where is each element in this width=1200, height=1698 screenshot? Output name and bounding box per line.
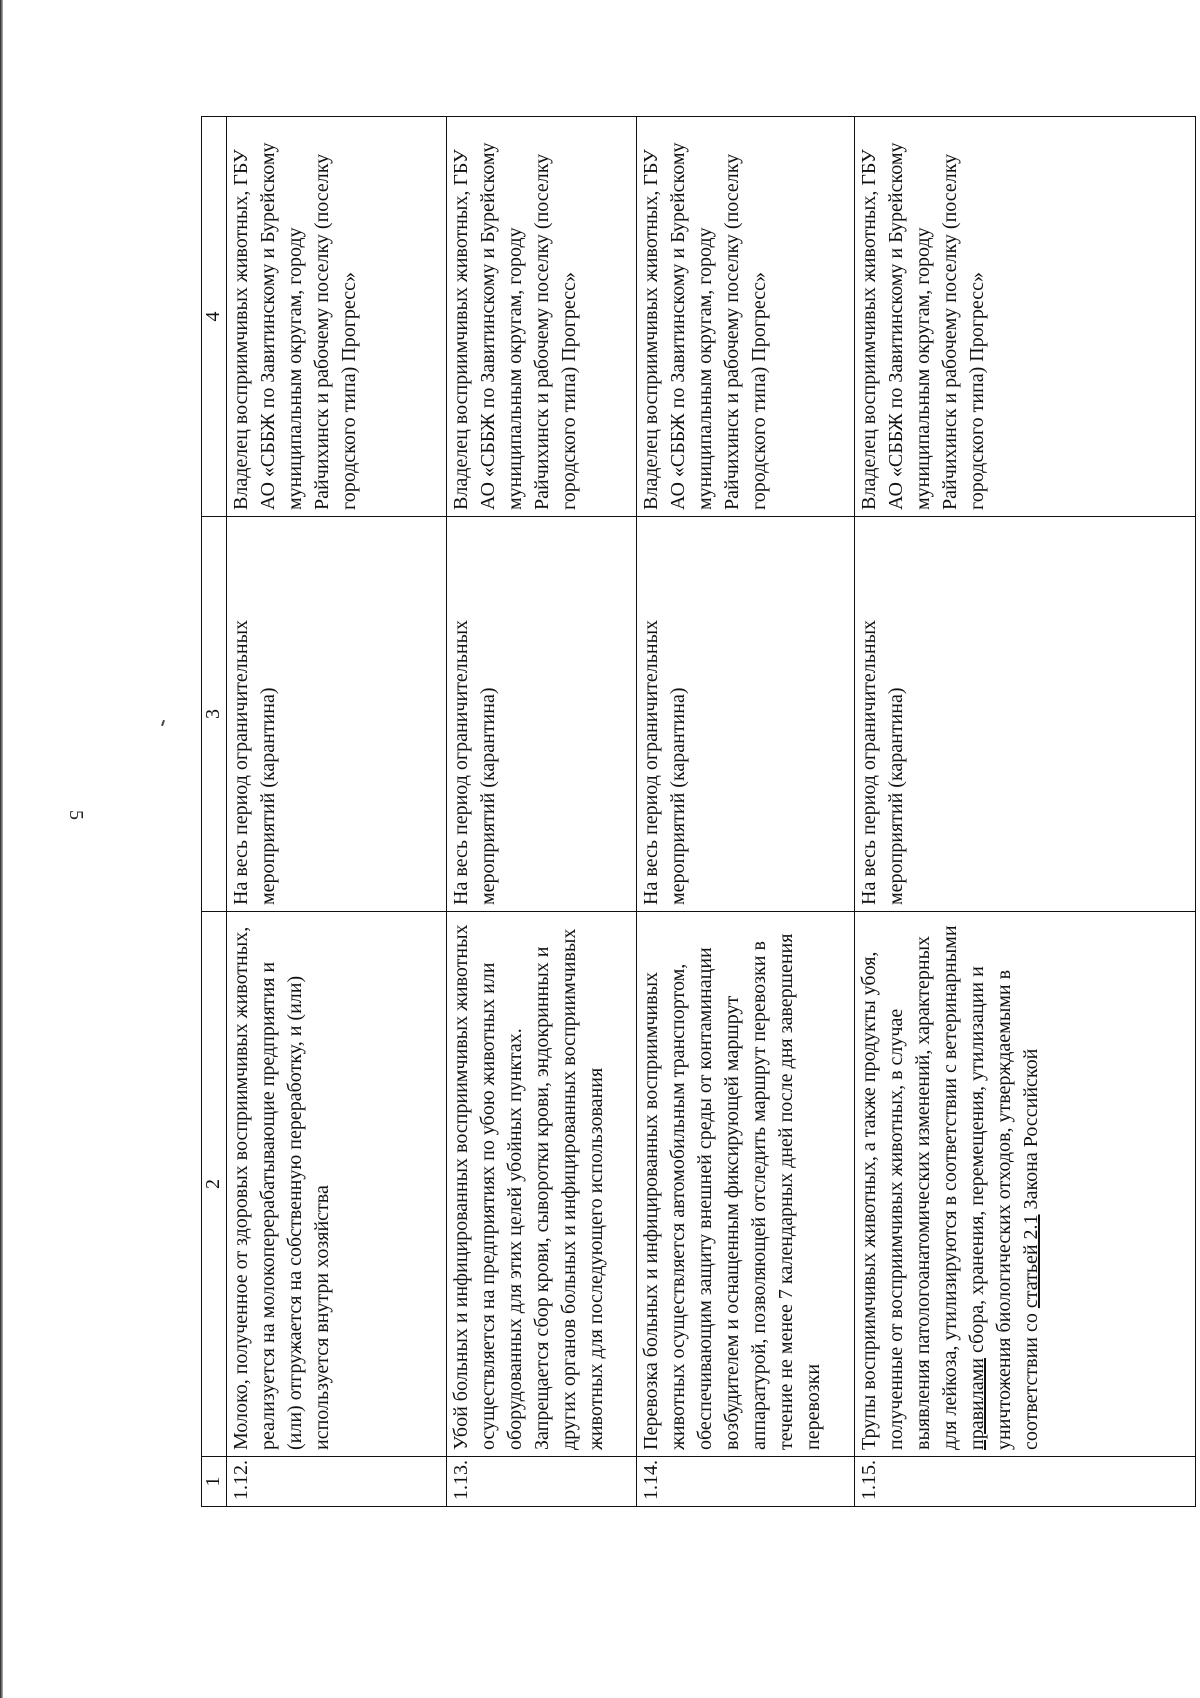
rotated-table-container — [201, 117, 1196, 1507]
table-row — [227, 117, 447, 1507]
responsible-cell: Владелец восприимчивых животных, ГБУ АО «СББЖ по Завитинскому и Бурейскому муниципальным округам, городу Райчихинск и рабочему поселку (поселку городского типа) Прогресс» — [855, 117, 1196, 517]
scan-speck — [161, 720, 165, 726]
responsible-cell: Владелец восприимчивых животных, ГБУ АО «СББЖ по Завитинскому и Бурейскому муниципальным округам, городу Райчихинск и рабочему поселку (поселку городского типа) Прогресс» — [227, 117, 447, 517]
measure-text-part: Трупы восприимчивых животных, а также продукты убоя, полученные от восприимчивых животных, в случае выявления патологоанатомических изменений, характерных для лейкоза, утилизируются в соответствии с ветеринарными — [858, 925, 961, 1450]
measures-table — [201, 116, 1196, 1507]
row-number: 1.14. — [637, 1457, 855, 1507]
period-cell: На весь период ограничительных мероприятий (карантина) — [855, 517, 1196, 912]
header-col-3: 3 — [202, 517, 227, 912]
responsible-cell: Владелец восприимчивых животных, ГБУ АО «СББЖ по Завитинскому и Бурейскому муниципальным округам, городу Райчихинск и рабочему поселку (поселку городского типа) Прогресс» — [447, 117, 637, 517]
measure-cell — [855, 912, 1196, 1457]
period-cell: На весь период ограничительных мероприятий (карантина) — [227, 517, 447, 912]
row-number: 1.15. — [855, 1457, 1196, 1507]
table-header-row — [202, 117, 227, 1507]
table-row — [855, 117, 1196, 1507]
responsible-cell: Владелец восприимчивых животных, ГБУ АО «СББЖ по Завитинскому и Бурейскому муниципальным округам, городу Райчихинск и рабочему поселку (поселку городского типа) Прогресс» — [637, 117, 855, 517]
row-number: 1.12. — [227, 1457, 447, 1507]
period-cell: На весь период ограничительных мероприятий (карантина) — [447, 517, 637, 912]
scan-edge-artifact — [0, 0, 3, 1698]
measure-text-part: сбора, хранения, перемещения, утилизации и уничтожения биологических отходов, утверждаемыми в соответствии со — [966, 966, 1042, 1450]
measure-cell: Молоко, полученное от здоровых восприимчивых животных, реализуется на молокоперерабатывающие предприятия и (или) отгружается на собственную переработку, и (или) используется внутри хозяйства — [227, 912, 447, 1457]
row-number: 1.13. — [447, 1457, 637, 1507]
rules-link[interactable]: правилами — [966, 1358, 988, 1450]
header-col-1: 1 — [202, 1457, 227, 1507]
measure-cell: Убой больных и инфицированных восприимчивых животных осуществляется на предприятиях по убою животных или оборудованных для этих целей убойных пунктах. Запрещается сбор крови, сыворотки крови, эндокринных и других органов больных и инфицированных восприимчивых животных для последующего использования — [447, 912, 637, 1457]
article-link[interactable]: статьей 2.1 — [1020, 1214, 1042, 1309]
measure-text-part: Закона Российской — [1020, 1048, 1042, 1215]
header-col-2: 2 — [202, 912, 227, 1457]
period-cell: На весь период ограничительных мероприятий (карантина) — [637, 517, 855, 912]
measure-cell: Перевозка больных и инфицированных восприимчивых животных осуществляется автомобильным транспортом, обеспечивающим защиту внешней среды от контаминации возбудителем и оснащенным фиксирующей маршрут аппаратурой, позволяющей отследить маршрут перевозки в течение не менее 7 календарных дней после дня завершения перевозки — [637, 912, 855, 1457]
header-col-4: 4 — [202, 117, 227, 517]
table-row — [637, 117, 855, 1507]
table-row — [447, 117, 637, 1507]
page-number: 5 — [65, 810, 87, 820]
